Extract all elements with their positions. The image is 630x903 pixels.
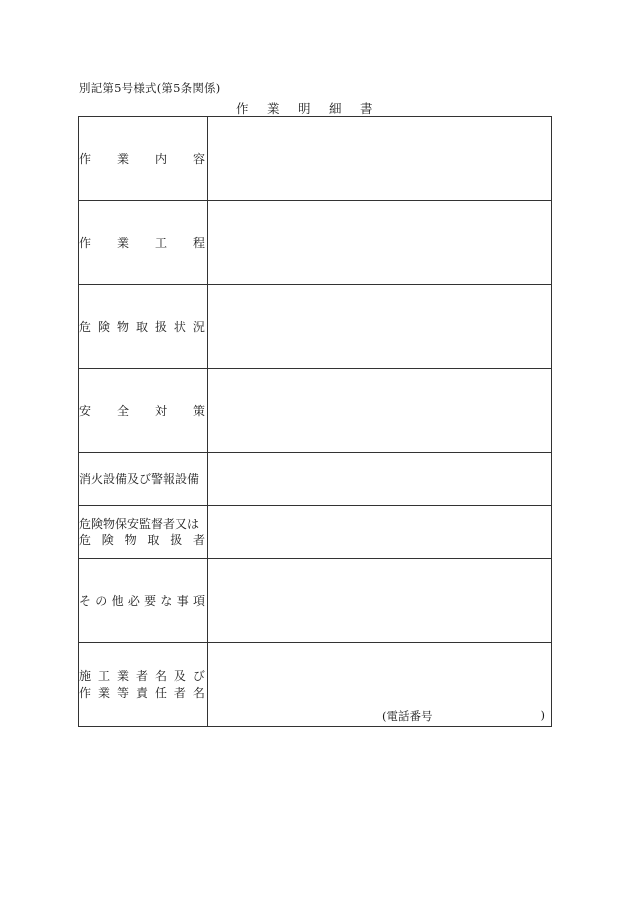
phone-close-paren: ) bbox=[540, 708, 545, 722]
label-char: 者 bbox=[192, 533, 205, 547]
row-work-process bbox=[79, 201, 552, 285]
label-char: 業 bbox=[116, 235, 129, 250]
label-char: 状 bbox=[173, 319, 186, 334]
value-hazmat-handling[interactable] bbox=[208, 285, 552, 369]
title-char: 作 bbox=[236, 101, 249, 116]
label-char: 物 bbox=[124, 533, 137, 547]
row-contractor bbox=[79, 643, 552, 727]
label-char: 工 bbox=[154, 235, 167, 250]
label-char: 作 bbox=[79, 151, 92, 166]
label-char: 扱 bbox=[170, 533, 183, 547]
label-char: 名 bbox=[154, 669, 167, 683]
form-reference: 別記第5号様式(第5条関係) bbox=[79, 81, 221, 95]
label-other-matters bbox=[79, 559, 208, 643]
label-char: 工 bbox=[97, 669, 110, 683]
phone-label: (電話番号 bbox=[382, 709, 433, 723]
label-char: び bbox=[192, 669, 205, 683]
label-char: 危 bbox=[79, 319, 92, 334]
label-char: 険 bbox=[101, 533, 114, 547]
value-fire-alarm-equipment[interactable] bbox=[208, 453, 552, 506]
title-char: 書 bbox=[360, 101, 373, 116]
label-safety-measures bbox=[79, 369, 208, 453]
label-char: 容 bbox=[192, 151, 205, 166]
value-safety-measures[interactable] bbox=[208, 369, 552, 453]
label-char: 取 bbox=[147, 533, 160, 547]
label-char: 者 bbox=[173, 686, 186, 700]
value-work-content[interactable] bbox=[208, 117, 552, 201]
label-char: 程 bbox=[192, 235, 205, 250]
label-char: 等 bbox=[116, 686, 129, 700]
label-char: 業 bbox=[116, 669, 129, 683]
work-detail-table bbox=[78, 116, 552, 727]
row-safety-measures bbox=[79, 369, 552, 453]
label-char: 作 bbox=[79, 686, 92, 700]
label-char: 取 bbox=[135, 319, 148, 334]
label-char: 項 bbox=[192, 593, 205, 608]
title-char: 業 bbox=[267, 101, 280, 116]
label-char: 況 bbox=[192, 319, 205, 334]
label-char: 名 bbox=[192, 686, 205, 700]
label-char: の bbox=[95, 593, 108, 608]
label-char: 全 bbox=[116, 403, 129, 418]
label-char: 策 bbox=[192, 403, 205, 418]
label-char: 危 bbox=[79, 533, 92, 547]
label-work-process bbox=[79, 201, 208, 285]
label-char: 施 bbox=[79, 669, 92, 683]
row-other-matters bbox=[79, 559, 552, 643]
label-hazmat-supervisor bbox=[79, 506, 208, 559]
row-fire-alarm-equipment bbox=[79, 453, 552, 506]
phone-number-field bbox=[208, 708, 545, 724]
document-title bbox=[236, 99, 391, 117]
label-char: 扱 bbox=[154, 319, 167, 334]
label-char: そ bbox=[79, 593, 92, 608]
value-work-process[interactable] bbox=[208, 201, 552, 285]
label-char: 責 bbox=[135, 686, 148, 700]
label-fire-alarm-equipment bbox=[79, 453, 208, 506]
label-char: 内 bbox=[154, 151, 167, 166]
label-work-content bbox=[79, 117, 208, 201]
label-char: 険 bbox=[97, 319, 110, 334]
value-hazmat-supervisor[interactable] bbox=[208, 506, 552, 559]
value-other-matters[interactable] bbox=[208, 559, 552, 643]
label-text: 危険物保安監督者又は bbox=[79, 517, 200, 531]
title-char: 明 bbox=[298, 101, 311, 116]
label-contractor bbox=[79, 643, 208, 727]
row-hazmat-supervisor bbox=[79, 506, 552, 559]
label-text: 消火設備及び警報設備 bbox=[79, 472, 200, 486]
label-char: 者 bbox=[135, 669, 148, 683]
label-char: 必 bbox=[127, 593, 140, 608]
label-char: 事 bbox=[176, 593, 189, 608]
label-char: 要 bbox=[144, 593, 157, 608]
label-char: な bbox=[160, 593, 173, 608]
label-char: 任 bbox=[154, 686, 167, 700]
label-char: 安 bbox=[79, 403, 92, 418]
label-char: 業 bbox=[97, 686, 110, 700]
label-char: 他 bbox=[111, 593, 124, 608]
title-char: 細 bbox=[329, 101, 342, 116]
label-char: 業 bbox=[116, 151, 129, 166]
row-hazmat-handling bbox=[79, 285, 552, 369]
label-char: 対 bbox=[154, 403, 167, 418]
label-char: 作 bbox=[79, 235, 92, 250]
label-char: 物 bbox=[116, 319, 129, 334]
row-work-content bbox=[79, 117, 552, 201]
label-char: 及 bbox=[173, 669, 186, 683]
value-contractor[interactable] bbox=[208, 643, 552, 727]
label-hazmat-handling bbox=[79, 285, 208, 369]
